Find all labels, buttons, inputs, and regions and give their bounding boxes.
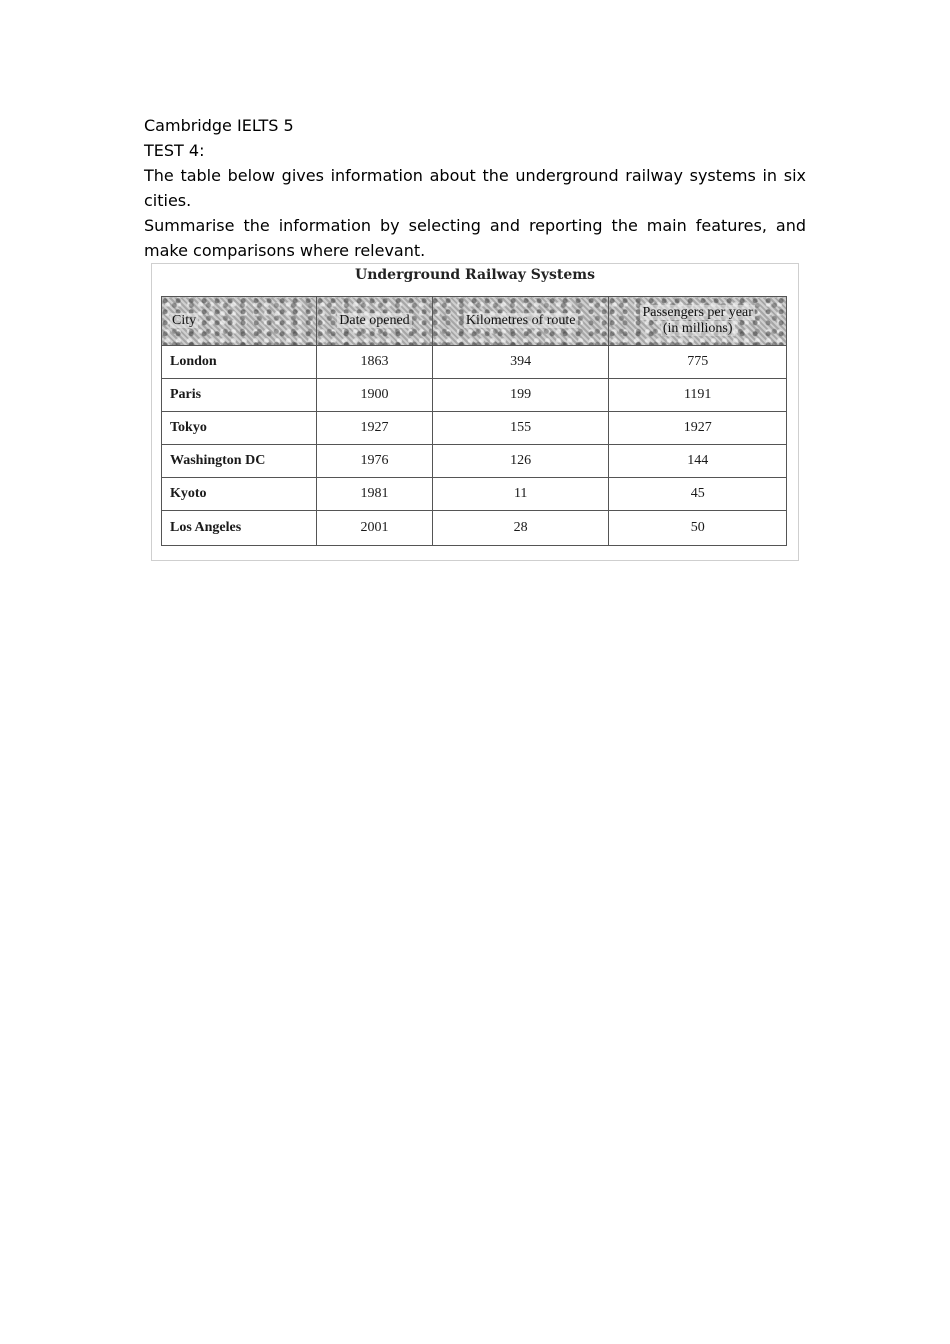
test-label: TEST 4: [144, 141, 205, 160]
cell-date: 1981 [317, 478, 433, 511]
cell-km: 28 [432, 511, 608, 546]
cell-city: Kyoto [162, 478, 317, 511]
cell-city: Los Angeles [162, 511, 317, 546]
cell-date: 2001 [317, 511, 433, 546]
cell-km: 155 [432, 412, 608, 445]
header-city: City [162, 297, 317, 346]
cell-city: London [162, 346, 317, 379]
task-instructions [144, 113, 806, 263]
table-row [162, 346, 787, 379]
cell-passengers: 50 [609, 511, 787, 546]
cell-km: 394 [432, 346, 608, 379]
cell-km: 11 [432, 478, 608, 511]
cell-city: Tokyo [162, 412, 317, 445]
header-passengers: Passengers per year (in millions) [609, 297, 787, 346]
cell-date: 1900 [317, 379, 433, 412]
railway-table [161, 296, 787, 546]
table-title: Underground Railway Systems [355, 267, 595, 283]
cell-passengers: 1927 [609, 412, 787, 445]
cell-date: 1863 [317, 346, 433, 379]
cell-city: Washington DC [162, 445, 317, 478]
table-figure [151, 263, 799, 561]
cell-passengers: 775 [609, 346, 787, 379]
cell-date: 1927 [317, 412, 433, 445]
cell-date: 1976 [317, 445, 433, 478]
header-date-opened: Date opened [317, 297, 433, 346]
cell-passengers: 144 [609, 445, 787, 478]
table-row [162, 379, 787, 412]
cell-passengers: 45 [609, 478, 787, 511]
cell-city: Paris [162, 379, 317, 412]
task-description: The table below gives information about the underground railway systems in six cities. [144, 166, 806, 210]
cell-passengers: 1191 [609, 379, 787, 412]
table-row [162, 478, 787, 511]
cell-km: 199 [432, 379, 608, 412]
book-title: Cambridge IELTS 5 [144, 116, 294, 135]
table-header-row [162, 297, 787, 346]
table-row [162, 511, 787, 546]
task-instruction: Summarise the information by selecting and reporting the main features, and make comparisons where relevant. [144, 216, 806, 260]
header-kilometres: Kilometres of route [432, 297, 608, 346]
table-row [162, 412, 787, 445]
table-row [162, 445, 787, 478]
cell-km: 126 [432, 445, 608, 478]
